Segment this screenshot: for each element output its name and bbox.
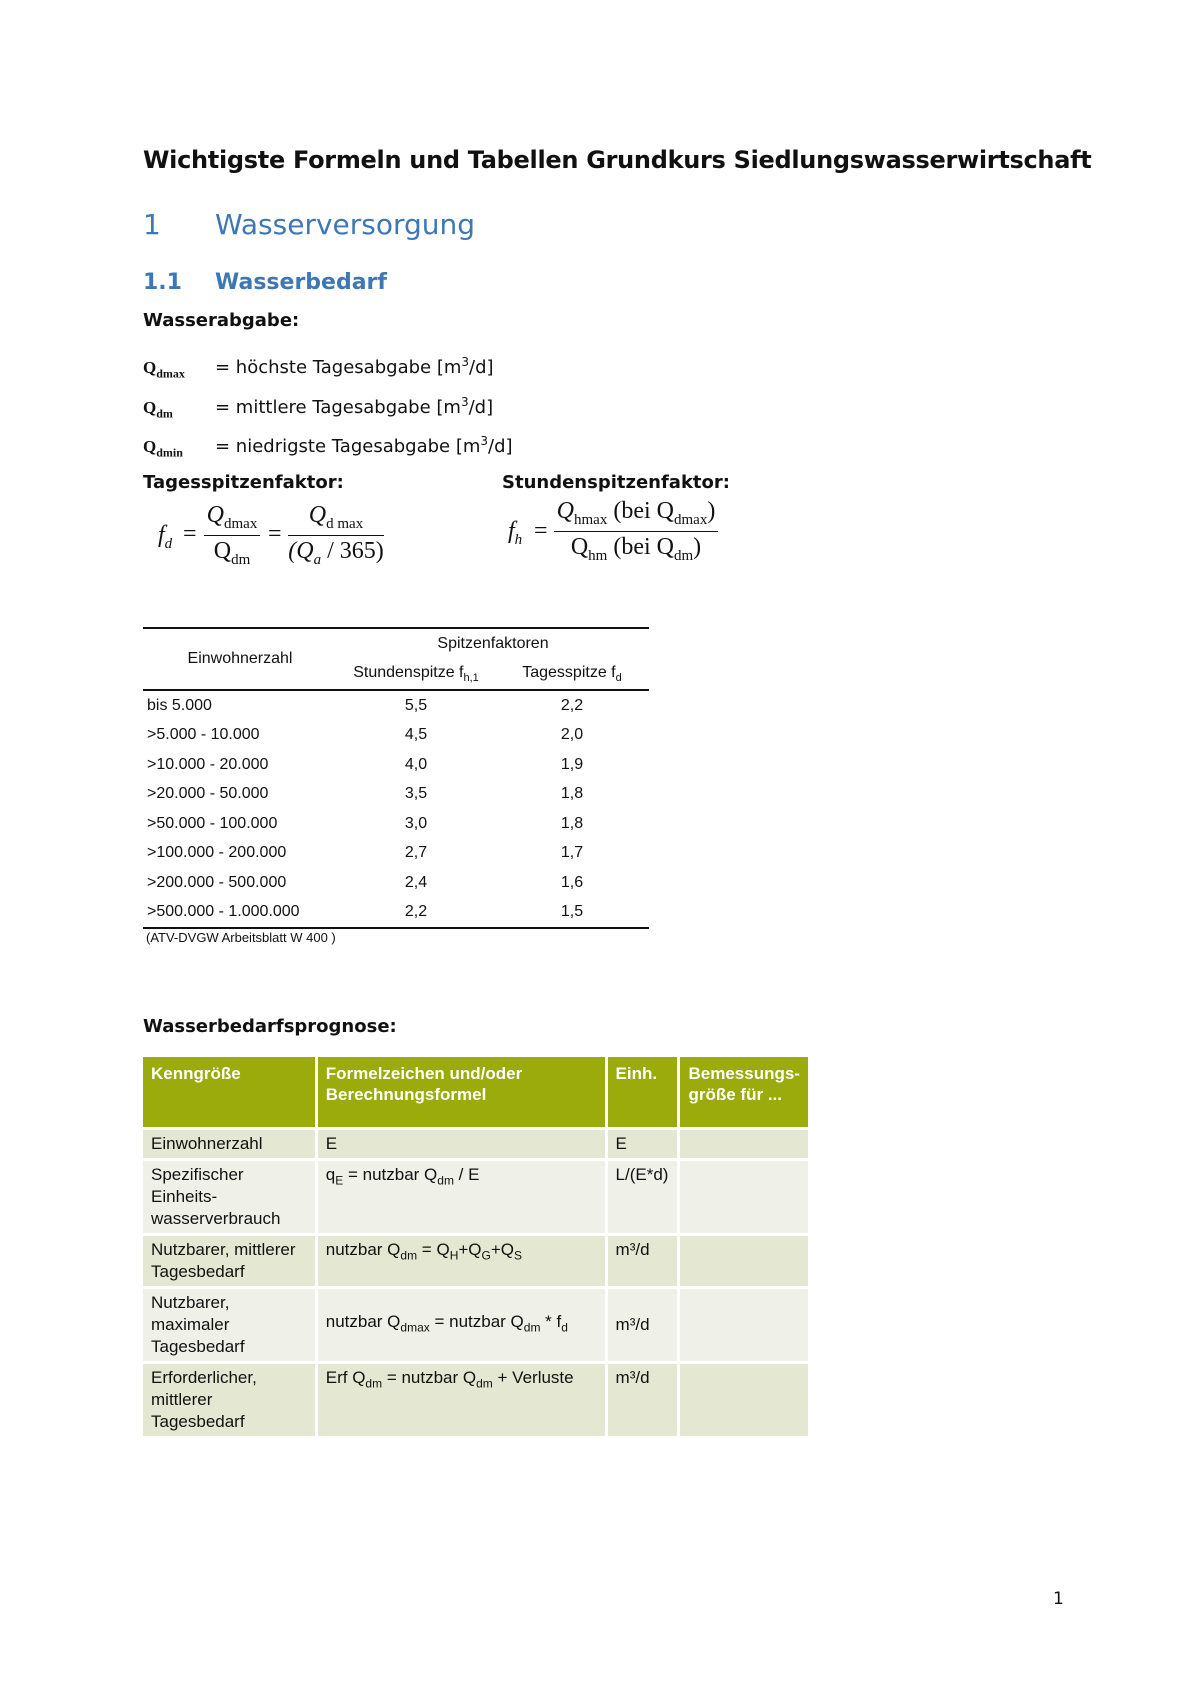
cell-einheit: m³/d — [608, 1233, 681, 1286]
cell-formel: nutzbar $Q_{dmax}$ = nutzbar $Q_{dm} * f_d$ — [318, 1286, 608, 1361]
forecast-header-kenngroesse: Kenngröße — [143, 1057, 318, 1127]
peak-header-group: Spitzenfaktoren — [337, 628, 649, 659]
cell-bemessung — [680, 1158, 808, 1233]
cell-stundenspitze: 2,2 — [337, 898, 495, 929]
section-heading — [143, 208, 475, 241]
cell-tagesspitze: 1,5 — [495, 898, 649, 929]
cell-bemessung — [680, 1127, 808, 1158]
forecast-header-einheit: Einh. — [608, 1057, 681, 1127]
stundenspitzenfaktor-label: Stundenspitzenfaktor: — [502, 472, 730, 493]
peak-factor-table — [143, 627, 649, 929]
fd-lhs: $f_d$ — [158, 522, 173, 552]
table-row — [143, 809, 649, 839]
peak-header-tages: Tagesspitze $f_d$ — [495, 659, 649, 690]
forecast-heading: Wasserbedarfsprognose: — [143, 1016, 397, 1037]
wasserabgabe-heading: Wasserabgabe: — [143, 310, 300, 331]
cell-einheit: m³/d — [608, 1361, 681, 1436]
definition-symbol: $Q_{dm}$ — [143, 398, 173, 421]
table-source-note: (ATV-DVGW Arbeitsblatt W 400 ) — [146, 930, 336, 945]
cell-einwohner: >200.000 - 500.000 — [147, 873, 287, 891]
cell-stundenspitze: 3,5 — [404, 785, 428, 803]
cell-stundenspitze: 3,0 — [404, 814, 428, 832]
peak-header-einwohner: Einwohnerzahl — [143, 628, 337, 690]
cell-kenngroesse: Spezifischer Einheits-wasserverbrauch — [143, 1158, 318, 1233]
cell-tagesspitze: 1,8 — [560, 785, 584, 803]
cell-bemessung — [680, 1233, 808, 1286]
cell-stundenspitze: 4,5 — [404, 726, 428, 744]
definition-row — [143, 395, 493, 421]
definition-row — [143, 355, 494, 381]
fd-fraction-1: $Q_{dmax}$ $Q_{dm}$ — [204, 502, 260, 569]
document-title: Wichtigste Formeln und Tabellen Grundkurs Siedlungswasserwirtschaft — [143, 146, 1092, 174]
table-row — [143, 839, 649, 869]
cell-kenngroesse: Nutzbarer, mittlerer Tagesbedarf — [143, 1233, 318, 1286]
table-row — [143, 690, 649, 721]
table-row — [143, 1233, 808, 1286]
cell-stundenspitze: 4,0 — [404, 755, 428, 773]
cell-tagesspitze: 1,6 — [560, 873, 584, 891]
cell-kenngroesse: Einwohnerzahl — [143, 1127, 318, 1158]
cell-einwohner: >50.000 - 100.000 — [147, 814, 278, 832]
peak-header-stunden: Stundenspitze $f_{h,1}$ — [337, 659, 495, 690]
fh-fraction: $Q_{hmax}$ (bei $Q_{dmax}$) $Q_{hm}$ (bei $Q_{dm}$) — [554, 498, 718, 565]
cell-einwohner: >20.000 - 50.000 — [147, 785, 269, 803]
cell-bemessung — [680, 1286, 808, 1361]
subsection-number: 1.1 — [143, 270, 182, 295]
table-row — [143, 868, 649, 898]
section-title: Wasserversorgung — [215, 208, 476, 241]
cell-kenngroesse: Nutzbarer, maximaler Tagesbedarf — [143, 1286, 318, 1361]
fh-equals: = — [534, 518, 548, 544]
subsection-heading — [143, 270, 387, 295]
cell-stundenspitze: 2,7 — [404, 844, 428, 862]
cell-einwohner: >500.000 - 1.000.000 — [143, 898, 337, 929]
definition-symbol: $Q_{dmax}$ — [143, 358, 185, 381]
cell-einheit: m³/d — [608, 1286, 681, 1361]
cell-einheit: L/(E*d) — [608, 1158, 681, 1233]
cell-einwohner: bis 5.000 — [147, 696, 212, 714]
fd-fraction-2: $Q_{d max}$ $(Q_a / 365)$ — [288, 502, 384, 569]
table-row — [143, 750, 649, 780]
cell-einwohner: >5.000 - 10.000 — [147, 726, 260, 744]
definition-text: = niedrigste Tagesabgabe $[m^3/d]$ — [215, 434, 513, 457]
definition-symbol: $Q_{dmin}$ — [143, 437, 183, 460]
definition-text: = mittlere Tagesabgabe $[m^3/d]$ — [215, 395, 494, 418]
fd-equals-2: = — [268, 521, 282, 547]
forecast-header-formel: Formelzeichen und/oder Berechnungsformel — [318, 1057, 608, 1127]
cell-einheit: E — [608, 1127, 681, 1158]
cell-tagesspitze: 1,8 — [560, 814, 584, 832]
cell-stundenspitze: 5,5 — [404, 696, 428, 714]
cell-formel: $q_E$ = nutzbar $Q_{dm}$ / E — [318, 1158, 608, 1233]
table-row — [143, 780, 649, 810]
table-row — [143, 1158, 808, 1233]
forecast-table — [143, 1057, 808, 1436]
definition-text: = höchste Tagesabgabe $[m^3/d]$ — [215, 355, 494, 378]
subsection-title: Wasserbedarf — [215, 270, 387, 295]
cell-bemessung — [680, 1361, 808, 1436]
table-row — [143, 721, 649, 751]
definition-row — [143, 434, 513, 460]
cell-formel: nutzbar $Q_{dm} = Q_H+Q_G+Q_S$ — [318, 1233, 608, 1286]
cell-einwohner: >100.000 - 200.000 — [147, 844, 287, 862]
tagesspitzenfaktor-label: Tagesspitzenfaktor: — [143, 472, 344, 493]
cell-stundenspitze: 2,4 — [404, 873, 428, 891]
cell-tagesspitze: 1,7 — [560, 844, 584, 862]
cell-kenngroesse: Erforderlicher, mittlerer Tagesbedarf — [143, 1361, 318, 1436]
cell-formel: Erf $Q_{dm}$ = nutzbar $Q_{dm}$ + Verluste — [318, 1361, 608, 1436]
cell-tagesspitze: 2,0 — [560, 726, 584, 744]
table-row — [143, 898, 649, 929]
cell-tagesspitze: 2,2 — [560, 696, 584, 714]
table-row — [143, 1286, 808, 1361]
table-row — [143, 1127, 808, 1158]
section-number: 1 — [143, 208, 161, 241]
table-row — [143, 1361, 808, 1436]
fd-equals: = — [183, 521, 197, 547]
forecast-header-bemessung: Bemessungs-größe für ... — [680, 1057, 808, 1127]
cell-tagesspitze: 1,9 — [560, 755, 584, 773]
cell-einwohner: >10.000 - 20.000 — [147, 755, 269, 773]
fh-lhs: $f_h$ — [508, 518, 523, 548]
cell-formel: E — [318, 1127, 608, 1158]
page-number: 1 — [1053, 1589, 1064, 1609]
